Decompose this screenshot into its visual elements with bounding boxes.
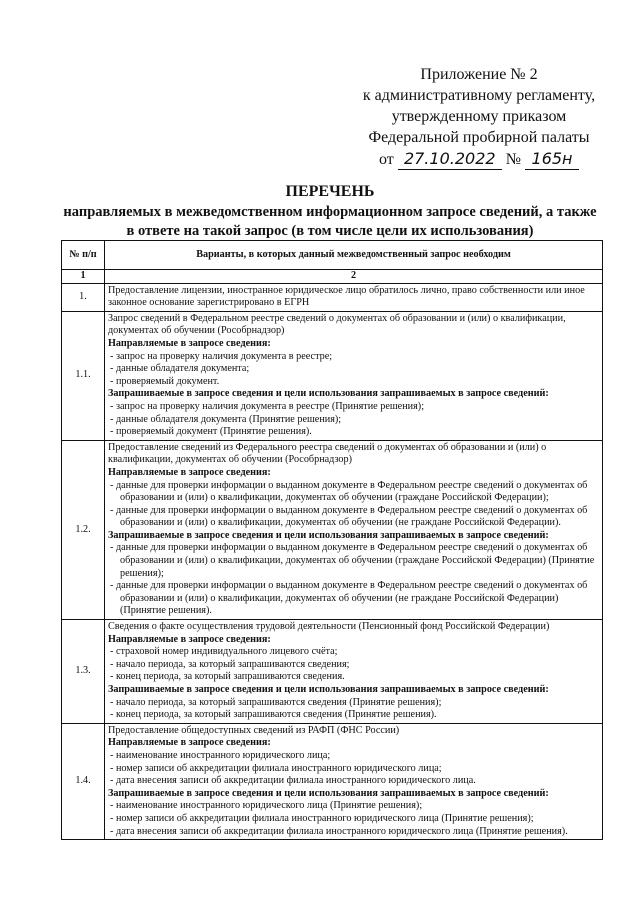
row-intro: Предоставление сведений из Федерального реестра сведений о документах об образовании и (или) о квалификации, документах об обучении (Рособрнадзор) [108, 441, 547, 466]
list-item: - номер записи об аккредитации филиала иностранного юридического лица; [108, 763, 599, 776]
list-item: - данные для проверки информации о выданном документе в Федеральном реестре сведений о документах об образовании и (или) о квалификации, документах об обучении (не граждане Российской Федерации). [108, 505, 599, 530]
sent-list [108, 750, 599, 788]
list-item: - наименование иностранного юридического лица (Принятие решения); [108, 800, 599, 813]
column-index-row [62, 270, 603, 284]
order-number: 165н [525, 148, 579, 170]
list-item: - конец периода, за который запрашиваются сведения (Принятие решения). [108, 709, 599, 722]
row-content [105, 311, 603, 440]
appendix-line-1: Приложение № 2 [420, 66, 538, 83]
table-header-row [62, 241, 603, 270]
row-number: 1.4. [62, 723, 105, 839]
order-date: 27.10.2022 [398, 148, 502, 170]
list-item: - номер записи об аккредитации филиала иностранного юридического лица (Принятие решения); [108, 813, 599, 826]
requested-heading: Запрашиваемые в запросе сведения и цели использования запрашиваемых в запросе сведений: [108, 388, 549, 400]
appendix-line-3: утвержденному приказом [391, 108, 567, 125]
sent-heading: Направляемые в запросе сведения: [108, 633, 271, 645]
row-number: 1.1. [62, 311, 105, 440]
table-row [62, 620, 603, 724]
table-row [62, 283, 603, 311]
requested-list [108, 401, 599, 439]
table-row [62, 311, 603, 440]
row-intro: Предоставление общедоступных сведений из РАФП (ФНС России) [108, 724, 400, 736]
table-row [62, 723, 603, 839]
sent-heading: Направляемые в запросе сведения: [108, 737, 271, 749]
sent-list [108, 480, 599, 530]
header-number: № п/п [62, 241, 105, 270]
list-item: - проверяемый документ. [108, 376, 599, 389]
row-number: 1.2. [62, 440, 105, 619]
list-item: - дата внесения записи об аккредитации филиала иностранного юридического лица (Принятие решения). [108, 826, 599, 839]
sent-heading: Направляемые в запросе сведения: [108, 337, 271, 349]
header-variants: Варианты, в которых данный межведомственный запрос необходим [105, 241, 603, 270]
row-number: 1. [62, 283, 105, 311]
order-date-line [354, 148, 604, 170]
list-item: - проверяемый документ (Принятие решения). [108, 426, 599, 439]
requests-table [61, 240, 603, 840]
row-intro: Сведения о факте осуществления трудовой деятельности (Пенсионный фонд Российской Федерации) [108, 621, 550, 633]
column-index-2: 2 [105, 270, 603, 284]
list-item: - данные для проверки информации о выданном документе в Федеральном реестре сведений о документах об образовании и (или) о квалификации, документах об обучении (граждане Российской Федерации) (Принятие решения); [108, 542, 599, 580]
list-item: - данные обладателя документа; [108, 363, 599, 376]
document-subtitle: направляемых в межведомственном информационном запросе сведений, а также в ответе на такой запрос (в том числе цели их использования) [63, 204, 597, 239]
date-prefix: от [378, 151, 394, 168]
list-item: - начало периода, за который запрашиваются сведения; [108, 659, 599, 672]
list-item: - данные для проверки информации о выданном документе в Федеральном реестре сведений о документах об образовании и (или) о квалификации, документах об обучении (не граждане Российской Федерации) (Принятие решения). [108, 580, 599, 618]
list-item: - данные обладателя документа (Принятие решения); [108, 414, 599, 427]
requested-list [108, 697, 599, 722]
list-item: - начало периода, за который запрашиваются сведения (Принятие решения); [108, 697, 599, 710]
requested-heading: Запрашиваемые в запросе сведения и цели использования запрашиваемых в запросе сведений: [108, 529, 549, 541]
list-item: - данные для проверки информации о выданном документе в Федеральном реестре сведений о документах об образовании и (или) о квалификации, документах об обучении (граждане Российской Федерации); [108, 480, 599, 505]
requested-list [108, 800, 599, 838]
list-item: - запрос на проверку наличия документа в реестре; [108, 351, 599, 364]
row-content [105, 440, 603, 619]
appendix-line-4: Федеральной пробирной палаты [368, 129, 590, 146]
sent-list [108, 351, 599, 389]
row-content [105, 723, 603, 839]
column-index-1: 1 [62, 270, 105, 284]
requested-heading: Запрашиваемые в запросе сведения и цели использования запрашиваемых в запросе сведений: [108, 787, 549, 799]
document-title: ПЕРЕЧЕНЬ [285, 183, 375, 200]
list-item: - наименование иностранного юридического лица; [108, 750, 599, 763]
list-item: - страховой номер индивидуального лицевого счёта; [108, 646, 599, 659]
appendix-block [354, 64, 604, 170]
requested-list [108, 542, 599, 618]
list-item: - запрос на проверку наличия документа в реестре (Принятие решения); [108, 401, 599, 414]
row-intro: Запрос сведений в Федеральном реестре сведений о документах об образовании и (или) о квалификации, документах об обучении (Рособрнадзор) [108, 312, 566, 337]
row-content [105, 620, 603, 724]
list-item: - конец периода, за который запрашиваются сведения. [108, 671, 599, 684]
list-item: - дата внесения записи об аккредитации филиала иностранного юридического лица. [108, 775, 599, 788]
requested-heading: Запрашиваемые в запросе сведения и цели использования запрашиваемых в запросе сведений: [108, 684, 549, 695]
sent-heading: Направляемые в запросе сведения: [108, 466, 271, 478]
row-content [105, 283, 603, 311]
row-number: 1.3. [62, 620, 105, 724]
table-row [62, 440, 603, 619]
sent-list [108, 646, 599, 684]
row-intro: Предоставление лицензии, иностранное юридическое лицо обратилось лично, право собственности или иное законное основание зарегистрировано в ЕГРН [108, 284, 585, 309]
appendix-line-2: к административному регламенту, [362, 87, 596, 104]
number-prefix: № [505, 151, 522, 168]
